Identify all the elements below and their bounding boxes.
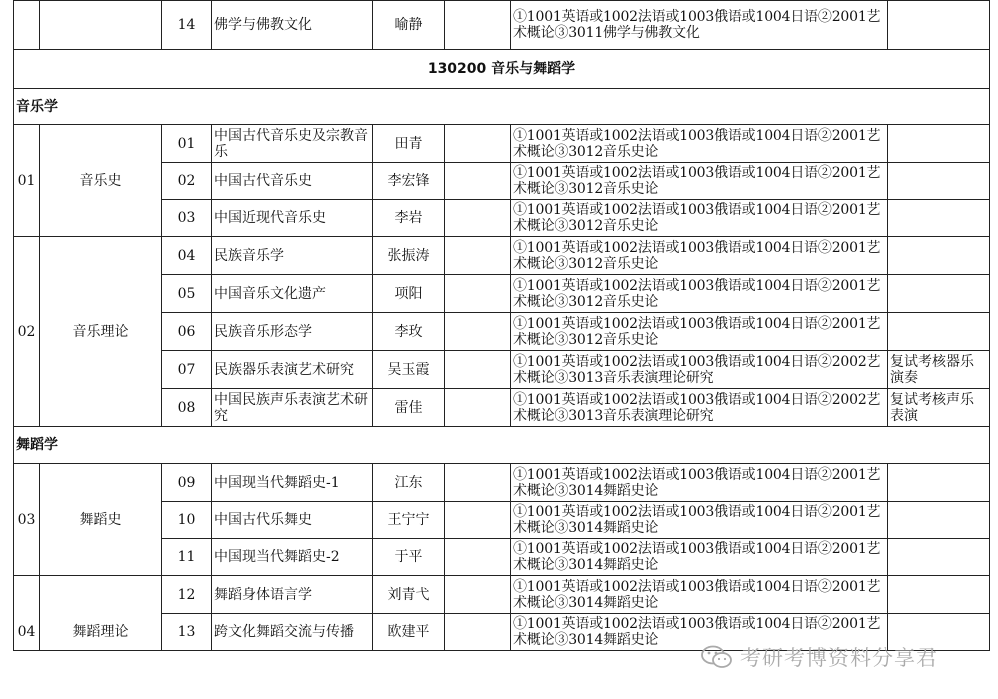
direction-name: 中国古代音乐史	[212, 163, 373, 200]
empty-cell	[445, 614, 511, 651]
empty-cell	[445, 1, 511, 50]
supervisor: 李宏锋	[373, 163, 445, 200]
section-title-dance: 舞蹈学	[14, 427, 990, 464]
direction-no: 14	[162, 1, 212, 50]
remarks	[888, 237, 990, 275]
direction-no: 02	[162, 163, 212, 200]
supervisor: 李玫	[373, 313, 445, 351]
exam-subjects: ①1001英语或1002法语或1003俄语或1004日语②2001艺术概论③3014舞蹈史论	[511, 502, 888, 539]
direction-no: 06	[162, 313, 212, 351]
empty-cell	[445, 576, 511, 614]
exam-subjects: ①1001英语或1002法语或1003俄语或1004日语②2002艺术概论③3013音乐表演理论研究	[511, 351, 888, 389]
group-code: 03	[14, 464, 40, 576]
supervisor: 项阳	[373, 275, 445, 313]
section-row	[14, 427, 990, 464]
wechat-icon	[700, 645, 734, 669]
supervisor: 吴玉霞	[373, 351, 445, 389]
remarks	[888, 576, 990, 614]
watermark	[700, 642, 938, 672]
group-label: 舞蹈史	[40, 464, 162, 576]
group-code-cell	[14, 1, 40, 50]
direction-name: 民族音乐形态学	[212, 313, 373, 351]
department-title: 130200 音乐与舞蹈学	[14, 50, 990, 89]
exam-subjects: ①1001英语或1002法语或1003俄语或1004日语②2001艺术概论③3014舞蹈史论	[511, 614, 888, 651]
remarks	[888, 464, 990, 502]
supervisor: 欧建平	[373, 614, 445, 651]
watermark-text: 考研考博资料分享君	[740, 646, 938, 670]
group-label-cell	[40, 1, 162, 50]
direction-no: 07	[162, 351, 212, 389]
remarks	[888, 163, 990, 200]
group-code: 02	[14, 237, 40, 427]
remarks: 复试考核器乐演奏	[888, 351, 990, 389]
exam-subjects: ①1001英语或1002法语或1003俄语或1004日语②2001艺术概论③3012音乐史论	[511, 237, 888, 275]
supervisor: 雷佳	[373, 389, 445, 427]
direction-name: 舞蹈身体语言学	[212, 576, 373, 614]
remarks	[888, 313, 990, 351]
direction-no: 01	[162, 125, 212, 163]
empty-cell	[445, 539, 511, 576]
empty-cell	[445, 313, 511, 351]
remarks	[888, 502, 990, 539]
empty-cell	[445, 502, 511, 539]
direction-name: 民族器乐表演艺术研究	[212, 351, 373, 389]
exam-subjects: ①1001英语或1002法语或1003俄语或1004日语②2001艺术概论③3012音乐史论	[511, 163, 888, 200]
table-row	[14, 237, 990, 275]
group-label: 音乐理论	[40, 237, 162, 427]
direction-no: 13	[162, 614, 212, 651]
exam-subjects: ①1001英语或1002法语或1003俄语或1004日语②2001艺术概论③3012音乐史论	[511, 125, 888, 163]
table-row	[14, 125, 990, 163]
exam-subjects: ①1001英语或1002法语或1003俄语或1004日语②2001艺术概论③3014舞蹈史论	[511, 576, 888, 614]
direction-name: 中国古代音乐史及宗教音乐	[212, 125, 373, 163]
group-code: 01	[14, 125, 40, 237]
direction-name: 中国现当代舞蹈史-2	[212, 539, 373, 576]
table-row	[14, 464, 990, 502]
direction-name: 跨文化舞蹈交流与传播	[212, 614, 373, 651]
table-row	[14, 1, 990, 50]
empty-cell	[445, 163, 511, 200]
admissions-table	[13, 0, 990, 651]
remarks	[888, 1, 990, 50]
table-row	[14, 576, 990, 614]
exam-subjects: ①1001英语或1002法语或1003俄语或1004日语②2001艺术概论③3014舞蹈史论	[511, 464, 888, 502]
supervisor: 喻静	[373, 1, 445, 50]
direction-name: 中国音乐文化遗产	[212, 275, 373, 313]
direction-name: 中国现当代舞蹈史-1	[212, 464, 373, 502]
empty-cell	[445, 200, 511, 237]
group-code: 04	[14, 576, 40, 651]
remarks	[888, 275, 990, 313]
supervisor: 刘青弋	[373, 576, 445, 614]
direction-no: 11	[162, 539, 212, 576]
supervisor: 于平	[373, 539, 445, 576]
supervisor: 张振涛	[373, 237, 445, 275]
empty-cell	[445, 351, 511, 389]
department-row	[14, 50, 990, 89]
empty-cell	[445, 237, 511, 275]
remarks	[888, 125, 990, 163]
empty-cell	[445, 464, 511, 502]
direction-no: 09	[162, 464, 212, 502]
direction-no: 12	[162, 576, 212, 614]
direction-no: 04	[162, 237, 212, 275]
direction-name: 中国古代乐舞史	[212, 502, 373, 539]
empty-cell	[445, 389, 511, 427]
exam-subjects: ①1001英语或1002法语或1003俄语或1004日语②2002艺术概论③3013音乐表演理论研究	[511, 389, 888, 427]
direction-name: 中国近现代音乐史	[212, 200, 373, 237]
supervisor: 李岩	[373, 200, 445, 237]
group-label: 音乐史	[40, 125, 162, 237]
remarks	[888, 539, 990, 576]
direction-name: 民族音乐学	[212, 237, 373, 275]
group-label: 舞蹈理论	[40, 576, 162, 651]
section-title-music: 音乐学	[14, 89, 990, 125]
direction-no: 05	[162, 275, 212, 313]
direction-no: 08	[162, 389, 212, 427]
exam-subjects: ①1001英语或1002法语或1003俄语或1004日语②2001艺术概论③3011佛学与佛教文化	[511, 1, 888, 50]
direction-no: 10	[162, 502, 212, 539]
supervisor: 王宁宁	[373, 502, 445, 539]
direction-name: 佛学与佛教文化	[212, 1, 373, 50]
exam-subjects: ①1001英语或1002法语或1003俄语或1004日语②2001艺术概论③3014舞蹈史论	[511, 539, 888, 576]
direction-name: 中国民族声乐表演艺术研究	[212, 389, 373, 427]
supervisor: 田青	[373, 125, 445, 163]
exam-subjects: ①1001英语或1002法语或1003俄语或1004日语②2001艺术概论③3012音乐史论	[511, 275, 888, 313]
exam-subjects: ①1001英语或1002法语或1003俄语或1004日语②2001艺术概论③3012音乐史论	[511, 313, 888, 351]
direction-no: 03	[162, 200, 212, 237]
supervisor: 江东	[373, 464, 445, 502]
remarks	[888, 200, 990, 237]
empty-cell	[445, 275, 511, 313]
empty-cell	[445, 125, 511, 163]
section-row	[14, 89, 990, 125]
remarks: 复试考核声乐表演	[888, 389, 990, 427]
exam-subjects: ①1001英语或1002法语或1003俄语或1004日语②2001艺术概论③3012音乐史论	[511, 200, 888, 237]
